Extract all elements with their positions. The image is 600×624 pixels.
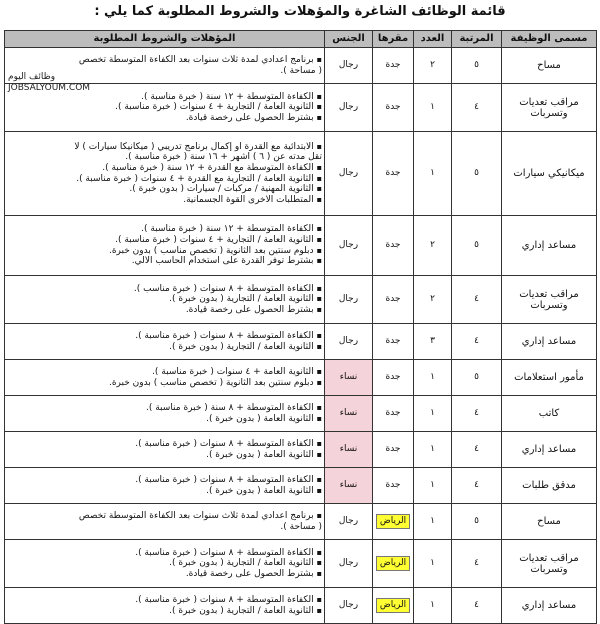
gender-text: رجال <box>338 336 359 347</box>
location-text: الرياض <box>376 556 410 571</box>
table-row <box>5 432 597 468</box>
count-text: ١ <box>430 168 435 179</box>
qualification-line: ▪ الثانوية العامة + ٤ سنوات ( خبرة مناسبة ). <box>7 367 322 378</box>
rank-cell <box>452 540 502 588</box>
qualification-line: ▪ الكفاءة المتوسطة مع القدرة + ١٢ سنة ( خبرة مناسبة ). <box>7 163 322 174</box>
location-cell <box>373 540 414 588</box>
location-cell <box>373 132 414 216</box>
job-title-text: مساعد إداري <box>521 240 577 251</box>
qualification-line: ▪ الابتدائية مع القدرة أو إكمال برنامج تدريبي ( ميكانيكا سيارات ) لا <box>7 142 322 153</box>
rank-cell <box>452 468 502 504</box>
job-title-text: كاتب <box>538 408 560 419</box>
qualifications-cell <box>5 396 325 432</box>
qualification-line: ▪ بشترط الحصول على رخصة قيادة. <box>7 305 322 316</box>
qualification-line: ▪ الثانوية العامة ( بدون خبرة ). <box>7 450 322 461</box>
location-cell <box>373 396 414 432</box>
qualification-line: ▪ الكفاءة المتوسطة + ٨ سنوات ( خبرة مناسبة ). <box>7 331 322 342</box>
count-text: ٢ <box>430 294 435 305</box>
header-gender: الجنس <box>325 31 373 48</box>
gender-text: رجال <box>338 168 359 179</box>
count-cell <box>414 132 452 216</box>
table-body <box>5 48 597 624</box>
qualifications-cell <box>5 276 325 324</box>
rank-text: ٤ <box>474 102 479 113</box>
location-cell <box>373 324 414 360</box>
location-cell <box>373 84 414 132</box>
rank-text: ٥ <box>474 60 479 71</box>
qualification-line: ▪ الكفاءة المتوسطة + ٨ سنوات ( خبرة مناسبة ). <box>7 548 322 559</box>
gender-text: رجال <box>338 600 359 611</box>
location-cell <box>373 276 414 324</box>
gender-cell <box>325 360 373 396</box>
count-cell <box>414 324 452 360</box>
job-title-text: مساعد إداري <box>521 600 577 611</box>
rank-cell <box>452 84 502 132</box>
qualification-line: ▪ الكفاءة المتوسطة + ٨ سنوات ( خبرة مناسبة ). <box>7 475 322 486</box>
location-cell <box>373 48 414 84</box>
table-row <box>5 216 597 276</box>
rank-text: ٤ <box>474 600 479 611</box>
job-title-cell <box>502 132 597 216</box>
count-text: ١ <box>430 558 435 569</box>
gender-cell <box>325 396 373 432</box>
page-title: قائمة الوظائف الشاغرة والمؤهلات والشروط المطلوبة كما يلي : <box>94 4 506 19</box>
gender-cell <box>325 540 373 588</box>
qualifications-cell <box>5 360 325 396</box>
table-row <box>5 504 597 540</box>
count-cell <box>414 48 452 84</box>
rank-text: ٤ <box>474 408 479 419</box>
qualification-line: ▪ الكفاءة المتوسطة + ١٢ سنة ( خبرة مناسبة ). <box>7 92 322 103</box>
rank-text: ٤ <box>474 558 479 569</box>
count-cell <box>414 276 452 324</box>
job-title-cell <box>502 84 597 132</box>
job-title-cell <box>502 504 597 540</box>
count-text: ٢ <box>430 60 435 71</box>
gender-cell <box>325 216 373 276</box>
qualification-line: ▪ الكفاءة المتوسطة + ٨ سنوات ( خبرة مناسبة ). <box>7 595 322 606</box>
count-text: ١ <box>430 480 435 491</box>
qualification-line: ▪ بشترط الحصول على رخصة قيادة. <box>7 569 322 580</box>
qualification-line: ▪ الثانوية العامة / التجارية مع القدرة + ٤ سنوات ( خبرة مناسبة ). <box>7 174 322 185</box>
rank-cell <box>452 360 502 396</box>
location-cell <box>373 360 414 396</box>
rank-cell <box>452 276 502 324</box>
rank-text: ٥ <box>474 240 479 251</box>
job-title-cell <box>502 276 597 324</box>
qualification-line: ▪ الكفاءة المتوسطة + ٨ سنة ( خبرة مناسبة ). <box>7 403 322 414</box>
qualification-line: ▪ برنامج اعدادي لمدة ثلاث سنوات بعد الكفاءة المتوسطة تخصص <box>7 511 322 522</box>
qualification-line: تقل مدته عن ( ٦ ) أشهر + ١٦ سنة ( خبرة مناسبة ). <box>125 152 322 163</box>
watermark-arabic: وظائف اليوم <box>8 72 56 82</box>
job-title-cell <box>502 396 597 432</box>
count-text: ١ <box>430 444 435 455</box>
watermark-url: JOBSALYOUM.COM <box>8 83 91 93</box>
location-text: جدة <box>385 168 401 179</box>
location-text: الرياض <box>376 598 410 613</box>
qualification-line: ▪ الكفاءة المتوسطة + ٨ سنوات ( خبرة مناسبة ). <box>7 439 322 450</box>
count-cell <box>414 588 452 624</box>
job-title-text: مساعد إداري <box>521 336 577 347</box>
job-title-cell <box>502 360 597 396</box>
count-cell <box>414 396 452 432</box>
count-text: ١ <box>430 600 435 611</box>
job-title-text: مأمور استعلامات <box>514 372 584 383</box>
qualifications-cell <box>5 504 325 540</box>
location-cell <box>373 432 414 468</box>
location-text: جدة <box>385 372 401 383</box>
job-title-text: مساح <box>537 60 561 71</box>
gender-text: رجال <box>338 60 359 71</box>
job-title-text: مساعد إداري <box>521 444 577 455</box>
rank-text: ٥ <box>474 516 479 527</box>
job-title-cell <box>502 48 597 84</box>
gender-text: نساء <box>339 408 358 419</box>
rank-text: ٤ <box>474 294 479 305</box>
header-count: العدد <box>414 31 452 48</box>
qualification-line: ( مساحة ). <box>280 65 322 76</box>
qualification-line: ▪ دبلوم سنتين بعد الثانوية ( تخصص مناسب ) بدون خبرة. <box>7 246 322 257</box>
header-location: مقرها <box>373 31 414 48</box>
qualification-line: ▪ المتطلبات الأخرى القوة الجسمانية. <box>7 195 322 206</box>
rank-cell <box>452 432 502 468</box>
count-cell <box>414 432 452 468</box>
gender-text: رجال <box>338 240 359 251</box>
gender-cell <box>325 468 373 504</box>
count-cell <box>414 360 452 396</box>
rank-cell <box>452 396 502 432</box>
rank-text: ٤ <box>474 444 479 455</box>
rank-cell <box>452 216 502 276</box>
rank-text: ٥ <box>474 372 479 383</box>
gender-text: رجال <box>338 516 359 527</box>
qualification-line: ▪ الثانوية العامة ( بدون خبرة ). <box>7 414 322 425</box>
job-title-text: مساح <box>537 516 561 527</box>
location-text: جدة <box>385 480 401 491</box>
qualifications-cell <box>5 324 325 360</box>
gender-cell <box>325 48 373 84</box>
table-row <box>5 468 597 504</box>
table-header-row <box>5 31 597 48</box>
job-title-text: ميكانيكي سيارات <box>513 168 585 179</box>
count-text: ١ <box>430 372 435 383</box>
job-title-cell <box>502 588 597 624</box>
qualification-line: ▪ الكفاءة المتوسطة + ١٢ سنة ( خبرة مناسبة ). <box>7 224 322 235</box>
qualification-line: ▪ الثانوية العامة / التجارية + ٤ سنوات ( خبرة مناسبة ). <box>7 102 322 113</box>
qualification-line: ▪ الثانوية العامة / التجارية + ٤ سنوات ( خبرة مناسبة ). <box>7 235 322 246</box>
job-title-cell <box>502 432 597 468</box>
count-cell <box>414 504 452 540</box>
gender-text: نساء <box>339 444 358 455</box>
gender-cell <box>325 432 373 468</box>
qualification-line: ▪ الثانوية العامة / التجارية ( بدون خبرة ). <box>7 558 322 569</box>
gender-text: نساء <box>339 372 358 383</box>
location-text: جدة <box>385 336 401 347</box>
job-title-cell <box>502 216 597 276</box>
table-row <box>5 84 597 132</box>
qualifications-cell <box>5 432 325 468</box>
rank-cell <box>452 324 502 360</box>
rank-text: ٤ <box>474 336 479 347</box>
gender-cell <box>325 504 373 540</box>
qualification-line: ▪ بشترط الحصول على رخصة قيادة. <box>7 113 322 124</box>
header-job-title: مسمى الوظيفة <box>502 31 597 48</box>
gender-cell <box>325 132 373 216</box>
count-cell <box>414 84 452 132</box>
job-title-text: مراقب تعديات وتسربات <box>519 552 579 575</box>
qualifications-cell <box>5 84 325 132</box>
table-row <box>5 324 597 360</box>
job-title-text: مدقق طلبات <box>522 480 576 491</box>
qualification-line: ▪ الثانوية العامة / التجارية ( بدون خبرة ). <box>7 294 322 305</box>
gender-cell <box>325 324 373 360</box>
table-row <box>5 540 597 588</box>
location-cell <box>373 504 414 540</box>
table-row <box>5 360 597 396</box>
count-text: ٢ <box>430 240 435 251</box>
rank-cell <box>452 504 502 540</box>
count-text: ١ <box>430 102 435 113</box>
job-title-cell <box>502 540 597 588</box>
location-text: جدة <box>385 294 401 305</box>
count-text: ١ <box>430 408 435 419</box>
job-title-cell <box>502 324 597 360</box>
location-text: جدة <box>385 240 401 251</box>
table-row <box>5 396 597 432</box>
job-title-text: مراقب تعديات وتسربات <box>519 96 579 119</box>
qualification-line: ▪ الثانوية العامة ( بدون خبرة ). <box>7 486 322 497</box>
location-cell <box>373 216 414 276</box>
table-row <box>5 132 597 216</box>
rank-cell <box>452 588 502 624</box>
location-cell <box>373 468 414 504</box>
rank-text: ٤ <box>474 480 479 491</box>
location-text: الرياض <box>376 514 410 529</box>
table-row <box>5 588 597 624</box>
table-row <box>5 276 597 324</box>
rank-text: ٥ <box>474 168 479 179</box>
rank-cell <box>452 48 502 84</box>
count-cell <box>414 468 452 504</box>
gender-text: رجال <box>338 558 359 569</box>
location-text: جدة <box>385 408 401 419</box>
qualifications-cell <box>5 132 325 216</box>
location-text: جدة <box>385 60 401 71</box>
job-title-text: مراقب تعديات وتسربات <box>519 288 579 311</box>
qualifications-cell <box>5 588 325 624</box>
gender-cell <box>325 276 373 324</box>
qualifications-cell <box>5 48 325 84</box>
header-rank: المرتبة <box>452 31 502 48</box>
qualification-line: ▪ بشترط توفر القدرة على استخدام الحاسب الآلي. <box>7 256 322 267</box>
location-cell <box>373 588 414 624</box>
count-cell <box>414 216 452 276</box>
count-cell <box>414 540 452 588</box>
gender-text: رجال <box>338 102 359 113</box>
location-text: جدة <box>385 444 401 455</box>
qualification-line: ▪ برنامج اعدادي لمدة ثلاث سنوات بعد الكفاءة المتوسطة تخصص <box>7 55 322 66</box>
gender-text: نساء <box>339 480 358 491</box>
qualifications-cell <box>5 468 325 504</box>
qualification-line: ▪ دبلوم سنتين بعد الثانوية ( تخصص مناسب ) بدون خبرة. <box>7 378 322 389</box>
count-text: ٣ <box>430 336 435 347</box>
gender-text: رجال <box>338 294 359 305</box>
gender-cell <box>325 588 373 624</box>
count-text: ١ <box>430 516 435 527</box>
qualification-line: ▪ الثانوية العامة / التجارية ( بدون خبرة ). <box>7 606 322 617</box>
qualification-line: ▪ الكفاءة المتوسطة + ٨ سنوات ( خبرة مناسب ). <box>7 284 322 295</box>
job-title-cell <box>502 468 597 504</box>
jobs-table <box>4 30 597 624</box>
location-text: جدة <box>385 102 401 113</box>
qualifications-cell <box>5 540 325 588</box>
rank-cell <box>452 132 502 216</box>
table-row <box>5 48 597 84</box>
gender-cell <box>325 84 373 132</box>
qualification-line: ▪ الثانوية العامة / التجارية ( بدون خبرة ). <box>7 342 322 353</box>
qualifications-cell <box>5 216 325 276</box>
header-qualifications: المؤهلات والشروط المطلوبة <box>5 31 325 48</box>
qualification-line: ▪ الثانوية المهنية / مركبات / سيارات ( بدون خبرة ). <box>7 184 322 195</box>
qualification-line: ( مساحة ). <box>280 521 322 532</box>
